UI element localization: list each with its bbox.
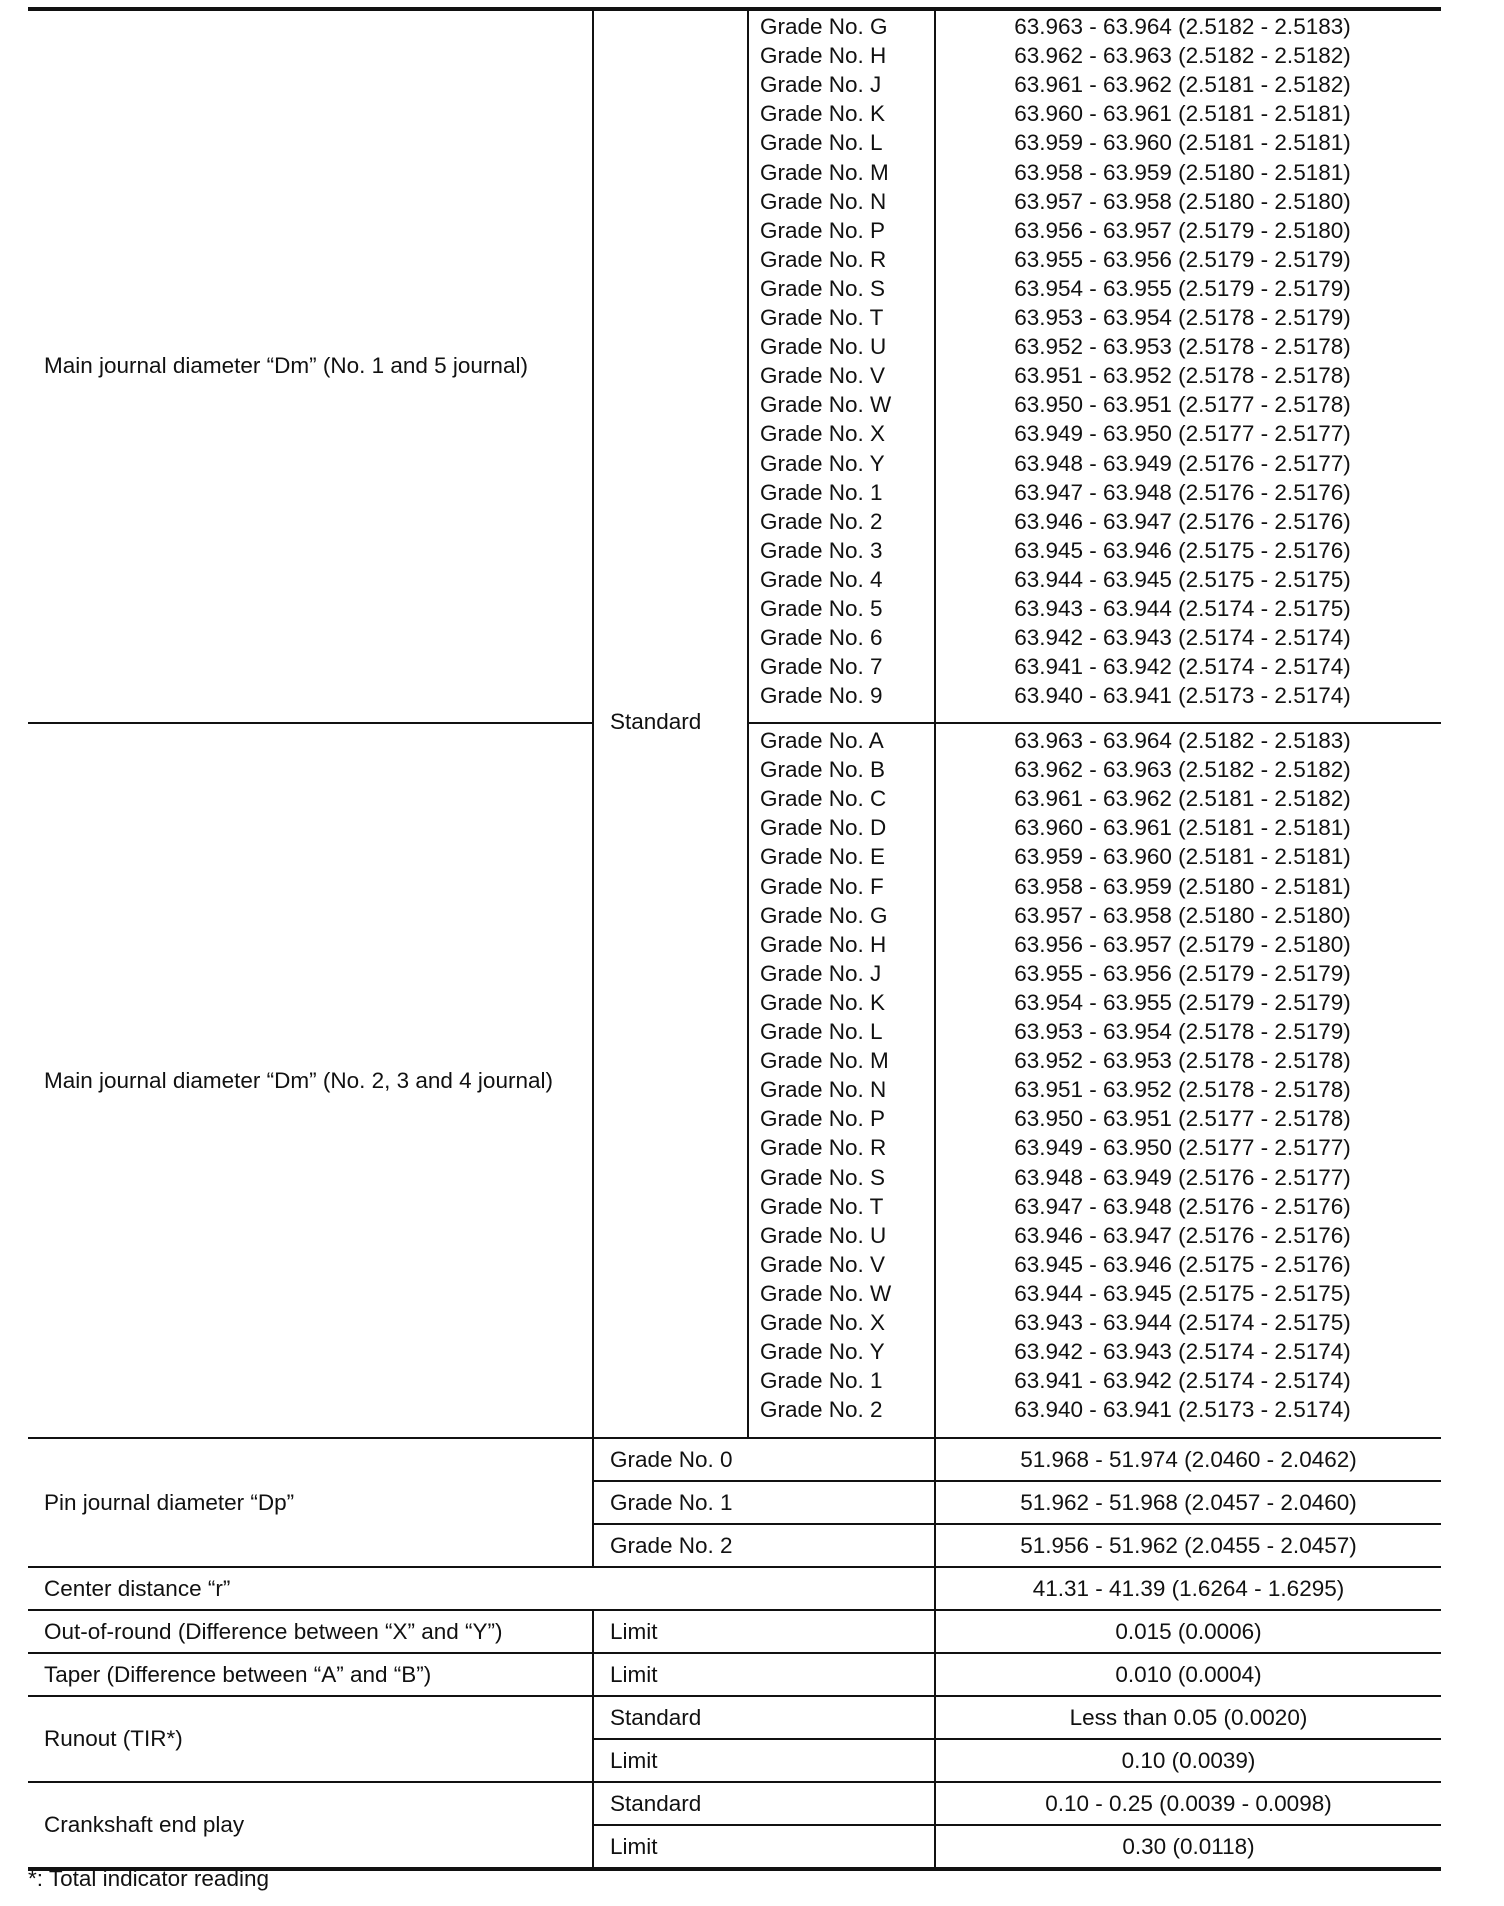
dm234-grade-14: Grade No. R: [760, 1135, 887, 1161]
dm234-value-12: 63.951 - 63.952 (2.5178 - 2.5178): [1014, 1077, 1351, 1103]
vline-label-left: [592, 10, 594, 1567]
dm234-grade-5: Grade No. F: [760, 873, 884, 899]
dm234-value-4: 63.959 - 63.960 (2.5181 - 2.5181): [1014, 844, 1351, 870]
dm234-value-20: 63.943 - 63.944 (2.5174 - 2.5175): [1014, 1310, 1351, 1335]
pin-grade-1: Grade No. 1: [610, 1489, 733, 1515]
dm15-grade-15: Grade No. Y: [760, 450, 885, 476]
runout-std-value: Less than 0.05 (0.0020): [1069, 1704, 1308, 1730]
oor-value: 0.015 (0.0006): [1115, 1618, 1262, 1644]
dm15-grade-16: Grade No. 1: [760, 479, 883, 505]
dm234-value-8: 63.955 - 63.956 (2.5179 - 2.5179): [1014, 960, 1351, 986]
center-label: Center distance “r”: [44, 1575, 231, 1601]
dm15-grade-3: Grade No. K: [760, 101, 886, 127]
dm234-value-13: 63.950 - 63.951 (2.5177 - 2.5178): [1014, 1106, 1351, 1132]
dm15-grade-18: Grade No. 3: [760, 537, 883, 563]
dm234-grade-15: Grade No. S: [760, 1164, 886, 1190]
dm234-grade-3: Grade No. D: [760, 815, 887, 841]
dm234-grade-10: Grade No. L: [760, 1019, 883, 1044]
dm15-value-18: 63.945 - 63.946 (2.5175 - 2.5176): [1014, 537, 1351, 563]
dm15-value-2: 63.961 - 63.962 (2.5181 - 2.5182): [1014, 72, 1351, 98]
endplay-lim-value: 0.30 (0.0118): [1122, 1833, 1255, 1859]
dm234-value-1: 63.962 - 63.963 (2.5182 - 2.5182): [1014, 757, 1351, 783]
endplay-inner-divider: [593, 1824, 1441, 1826]
dm234-value-14: 63.949 - 63.950 (2.5177 - 2.5177): [1014, 1135, 1351, 1161]
dm15-value-16: 63.947 - 63.948 (2.5176 - 2.5176): [1014, 479, 1351, 505]
endplay-std-type: Standard: [610, 1790, 702, 1816]
taper-value: 0.010 (0.0004): [1115, 1661, 1262, 1687]
dm234-value-15: 63.948 - 63.949 (2.5176 - 2.5177): [1014, 1164, 1351, 1190]
dm15-value-21: 63.942 - 63.943 (2.5174 - 2.5174): [1014, 625, 1351, 651]
pin-row-divider-1: [593, 1480, 1441, 1482]
runout-lim-type: Limit: [610, 1747, 658, 1773]
dm15-grade-11: Grade No. U: [760, 334, 887, 360]
dm15-value-14: 63.949 - 63.950 (2.5177 - 2.5177): [1014, 421, 1351, 447]
dm15-grade-6: Grade No. N: [760, 188, 887, 214]
dm234-grade-12: Grade No. N: [760, 1077, 887, 1103]
dm234-value-2: 63.961 - 63.962 (2.5181 - 2.5182): [1014, 786, 1351, 812]
dm234-value-7: 63.956 - 63.957 (2.5179 - 2.5180): [1014, 931, 1351, 957]
dm234-grade-21: Grade No. Y: [760, 1339, 885, 1365]
dm-section-divider-left: [28, 722, 593, 724]
dm234-value-11: 63.952 - 63.953 (2.5178 - 2.5178): [1014, 1048, 1351, 1074]
dm15-value-17: 63.946 - 63.947 (2.5176 - 2.5176): [1014, 508, 1351, 534]
dm15-grade-1: Grade No. H: [760, 43, 887, 69]
taper-divider: [28, 1652, 1441, 1654]
dm15-value-3: 63.960 - 63.961 (2.5181 - 2.5181): [1014, 101, 1351, 127]
dm234-grade-7: Grade No. H: [760, 931, 887, 957]
dm15-grade-13: Grade No. W: [760, 392, 892, 418]
dm234-value-21: 63.942 - 63.943 (2.5174 - 2.5174): [1014, 1339, 1351, 1365]
dm15-value-6: 63.957 - 63.958 (2.5180 - 2.5180): [1014, 188, 1351, 214]
dm234-grade-2: Grade No. C: [760, 786, 887, 812]
pin-row-divider-2: [593, 1523, 1441, 1525]
dm-section-divider-right: [749, 722, 1441, 724]
dm234-value-6: 63.957 - 63.958 (2.5180 - 2.5180): [1014, 902, 1351, 928]
dm234-grade-16: Grade No. T: [760, 1193, 884, 1219]
taper-type: Limit: [610, 1661, 658, 1687]
dm15-value-10: 63.953 - 63.954 (2.5178 - 2.5179): [1014, 305, 1351, 330]
oor-type: Limit: [610, 1618, 658, 1644]
dm15-value-1: 63.962 - 63.963 (2.5182 - 2.5182): [1014, 43, 1351, 69]
dm15-value-11: 63.952 - 63.953 (2.5178 - 2.5178): [1014, 334, 1351, 360]
dm15-value-19: 63.944 - 63.945 (2.5175 - 2.5175): [1014, 566, 1351, 592]
vline-label-left-lower: [592, 1610, 594, 1868]
dm234-grade-6: Grade No. G: [760, 902, 888, 928]
pin-value-0: 51.968 - 51.974 (2.0460 - 2.0462): [1020, 1446, 1357, 1472]
dm234-value-3: 63.960 - 63.961 (2.5181 - 2.5181): [1014, 815, 1351, 841]
dm15-grade-0: Grade No. G: [760, 14, 888, 39]
dm234-grade-23: Grade No. 2: [760, 1397, 883, 1423]
dm234-grade-1: Grade No. B: [760, 757, 886, 783]
dm15-value-5: 63.958 - 63.959 (2.5180 - 2.5181): [1014, 159, 1351, 185]
oor-label: Out-of-round (Difference between “X” and “Y”): [44, 1618, 503, 1644]
oor-divider: [28, 1609, 1441, 1611]
dm15-grade-10: Grade No. T: [760, 305, 884, 330]
runout-inner-divider: [593, 1738, 1441, 1740]
endplay-divider: [28, 1781, 1441, 1783]
dm234-value-23: 63.940 - 63.941 (2.5173 - 2.5174): [1014, 1397, 1351, 1423]
runout-std-type: Standard: [610, 1704, 702, 1730]
vline-grade: [747, 10, 749, 1438]
endplay-lim-type: Limit: [610, 1833, 658, 1859]
dm234-grade-20: Grade No. X: [760, 1310, 886, 1335]
endplay-label: Crankshaft end play: [44, 1812, 245, 1837]
standard-label: Standard: [610, 709, 702, 734]
dm15-grade-17: Grade No. 2: [760, 508, 883, 534]
dm234-value-9: 63.954 - 63.955 (2.5179 - 2.5179): [1014, 989, 1351, 1015]
dm15-grade-8: Grade No. R: [760, 246, 887, 272]
dm234-grade-0: Grade No. A: [760, 728, 884, 753]
dm15-grade-21: Grade No. 6: [760, 625, 883, 651]
footnote: *: Total indicator reading: [28, 1866, 269, 1891]
runout-divider: [28, 1695, 1441, 1697]
dm15-value-13: 63.950 - 63.951 (2.5177 - 2.5178): [1014, 392, 1351, 418]
pin-grade-2: Grade No. 2: [610, 1532, 733, 1558]
dm234-value-0: 63.963 - 63.964 (2.5182 - 2.5183): [1014, 728, 1351, 753]
dm234-grade-13: Grade No. P: [760, 1106, 886, 1132]
dm15-value-7: 63.956 - 63.957 (2.5179 - 2.5180): [1014, 217, 1351, 243]
dm15-value-0: 63.963 - 63.964 (2.5182 - 2.5183): [1014, 14, 1351, 39]
dm15-value-22: 63.941 - 63.942 (2.5174 - 2.5174): [1014, 654, 1351, 680]
dm15-value-12: 63.951 - 63.952 (2.5178 - 2.5178): [1014, 363, 1351, 389]
dm15-grade-5: Grade No. M: [760, 159, 889, 185]
dm234-grade-19: Grade No. W: [760, 1280, 892, 1306]
center-divider: [28, 1566, 1441, 1568]
pin-value-2: 51.956 - 51.962 (2.0455 - 2.0457): [1020, 1532, 1357, 1558]
dm234-value-16: 63.947 - 63.948 (2.5176 - 2.5176): [1014, 1193, 1351, 1219]
dm15-grade-20: Grade No. 5: [760, 596, 883, 621]
dm234-value-17: 63.946 - 63.947 (2.5176 - 2.5176): [1014, 1222, 1351, 1248]
vline-value: [934, 10, 936, 1868]
pin-value-1: 51.962 - 51.968 (2.0457 - 2.0460): [1020, 1489, 1357, 1515]
dm234-label: Main journal diameter “Dm” (No. 2, 3 and 4 journal): [44, 1067, 553, 1093]
dm15-value-23: 63.940 - 63.941 (2.5173 - 2.5174): [1014, 683, 1351, 709]
dm234-value-5: 63.958 - 63.959 (2.5180 - 2.5181): [1014, 873, 1351, 899]
dm15-grade-12: Grade No. V: [760, 363, 886, 389]
dm234-value-22: 63.941 - 63.942 (2.5174 - 2.5174): [1014, 1368, 1351, 1394]
dm15-value-9: 63.954 - 63.955 (2.5179 - 2.5179): [1014, 275, 1351, 301]
dm234-grade-18: Grade No. V: [760, 1251, 886, 1277]
dm234-grade-8: Grade No. J: [760, 960, 882, 986]
dm234-grade-11: Grade No. M: [760, 1048, 889, 1074]
runout-label: Runout (TIR*): [44, 1726, 183, 1751]
dm15-grade-22: Grade No. 7: [760, 654, 883, 680]
dm-pin-divider: [28, 1437, 1441, 1439]
dm234-value-10: 63.953 - 63.954 (2.5178 - 2.5179): [1014, 1019, 1351, 1044]
dm234-grade-4: Grade No. E: [760, 844, 886, 870]
dm234-grade-17: Grade No. U: [760, 1222, 887, 1248]
dm15-label: Main journal diameter “Dm” (No. 1 and 5 journal): [44, 353, 528, 378]
dm15-value-15: 63.948 - 63.949 (2.5176 - 2.5177): [1014, 450, 1351, 476]
taper-label: Taper (Difference between “A” and “B”): [44, 1661, 432, 1687]
dm15-grade-7: Grade No. P: [760, 217, 886, 243]
dm15-value-20: 63.943 - 63.944 (2.5174 - 2.5175): [1014, 596, 1351, 621]
pin-grade-0: Grade No. 0: [610, 1446, 733, 1472]
dm15-grade-23: Grade No. 9: [760, 683, 883, 709]
top-rule: [28, 7, 1441, 11]
dm15-grade-4: Grade No. L: [760, 130, 883, 156]
dm15-grade-14: Grade No. X: [760, 421, 886, 447]
pin-label: Pin journal diameter “Dp”: [44, 1489, 295, 1515]
endplay-std-value: 0.10 - 0.25 (0.0039 - 0.0098): [1045, 1790, 1332, 1816]
dm234-grade-22: Grade No. 1: [760, 1368, 883, 1394]
runout-lim-value: 0.10 (0.0039): [1121, 1747, 1256, 1773]
dm15-value-4: 63.959 - 63.960 (2.5181 - 2.5181): [1014, 130, 1351, 156]
dm15-value-8: 63.955 - 63.956 (2.5179 - 2.5179): [1014, 246, 1351, 272]
dm15-grade-19: Grade No. 4: [760, 566, 883, 592]
dm234-grade-9: Grade No. K: [760, 989, 886, 1015]
center-value: 41.31 - 41.39 (1.6264 - 1.6295): [1032, 1575, 1345, 1601]
dm234-value-19: 63.944 - 63.945 (2.5175 - 2.5175): [1014, 1280, 1351, 1306]
dm15-grade-9: Grade No. S: [760, 275, 886, 301]
dm234-value-18: 63.945 - 63.946 (2.5175 - 2.5176): [1014, 1251, 1351, 1277]
dm15-grade-2: Grade No. J: [760, 72, 882, 98]
